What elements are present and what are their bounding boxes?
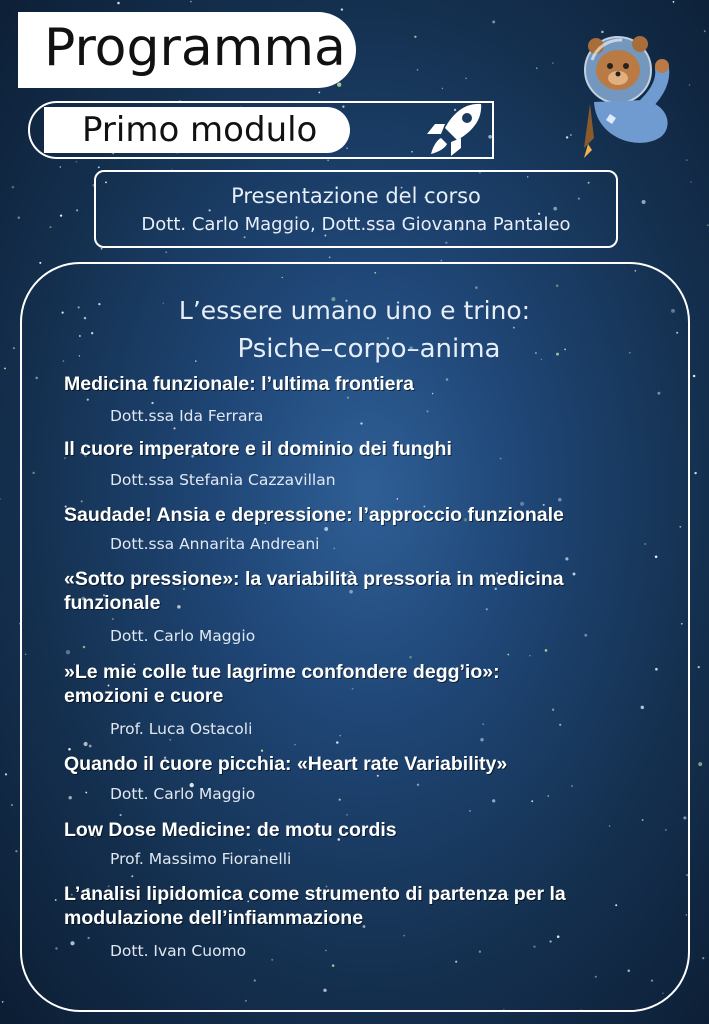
- talk-title: Quando il cuore picchia: «Heart rate Variability»: [64, 753, 508, 775]
- section-title-line-1: L’essere umano uno e trino:: [178, 296, 531, 325]
- module-banner: [44, 107, 350, 153]
- presentation-authors: Dott. Carlo Maggio, Dott.ssa Giovanna Pantaleo: [141, 214, 571, 235]
- talk-speaker: Dott.ssa Stefania Cazzavillan: [110, 471, 336, 489]
- presentation-box: [94, 170, 618, 248]
- talk-speaker: Prof. Luca Ostacoli: [110, 720, 253, 738]
- talk-speaker: Dott. Ivan Cuomo: [110, 942, 247, 960]
- talk-title: Il cuore imperatore e il dominio dei funghi: [64, 438, 452, 460]
- talk-title: Low Dose Medicine: de motu cordis: [64, 819, 397, 841]
- talk-speaker: Dott.ssa Ida Ferrara: [110, 407, 264, 425]
- page-title: Programma: [44, 18, 346, 78]
- section-title-line-2: Psiche–corpo–anima: [237, 334, 501, 364]
- talk-title: «Sotto pressione»: la variabilità pressoria in medicina funzionale: [64, 568, 564, 614]
- talk-speaker: Dott. Carlo Maggio: [110, 627, 256, 645]
- talk-title: Saudade! Ansia e depressione: l’approccio funzionale: [64, 504, 564, 526]
- talk-speaker: Dott.ssa Annarita Andreani: [110, 535, 320, 553]
- talk-title: Medicina funzionale: l’ultima frontiera: [64, 373, 414, 395]
- talk-speaker: Dott. Carlo Maggio: [110, 785, 256, 803]
- module-label: Primo modulo: [82, 110, 318, 150]
- astronaut-bear-illustration: [582, 20, 682, 160]
- rocket-icon: [423, 100, 485, 158]
- presentation-title: Presentazione del corso: [231, 184, 481, 208]
- talk-title: L’analisi lipidomica come strumento di partenza per la modulazione dell’infiammazione: [64, 883, 566, 929]
- talk-title: »Le mie colle tue lagrime confondere degg’io»: emozioni e cuore: [64, 661, 500, 707]
- talk-speaker: Prof. Massimo Fioranelli: [110, 850, 292, 868]
- title-banner: [18, 12, 356, 88]
